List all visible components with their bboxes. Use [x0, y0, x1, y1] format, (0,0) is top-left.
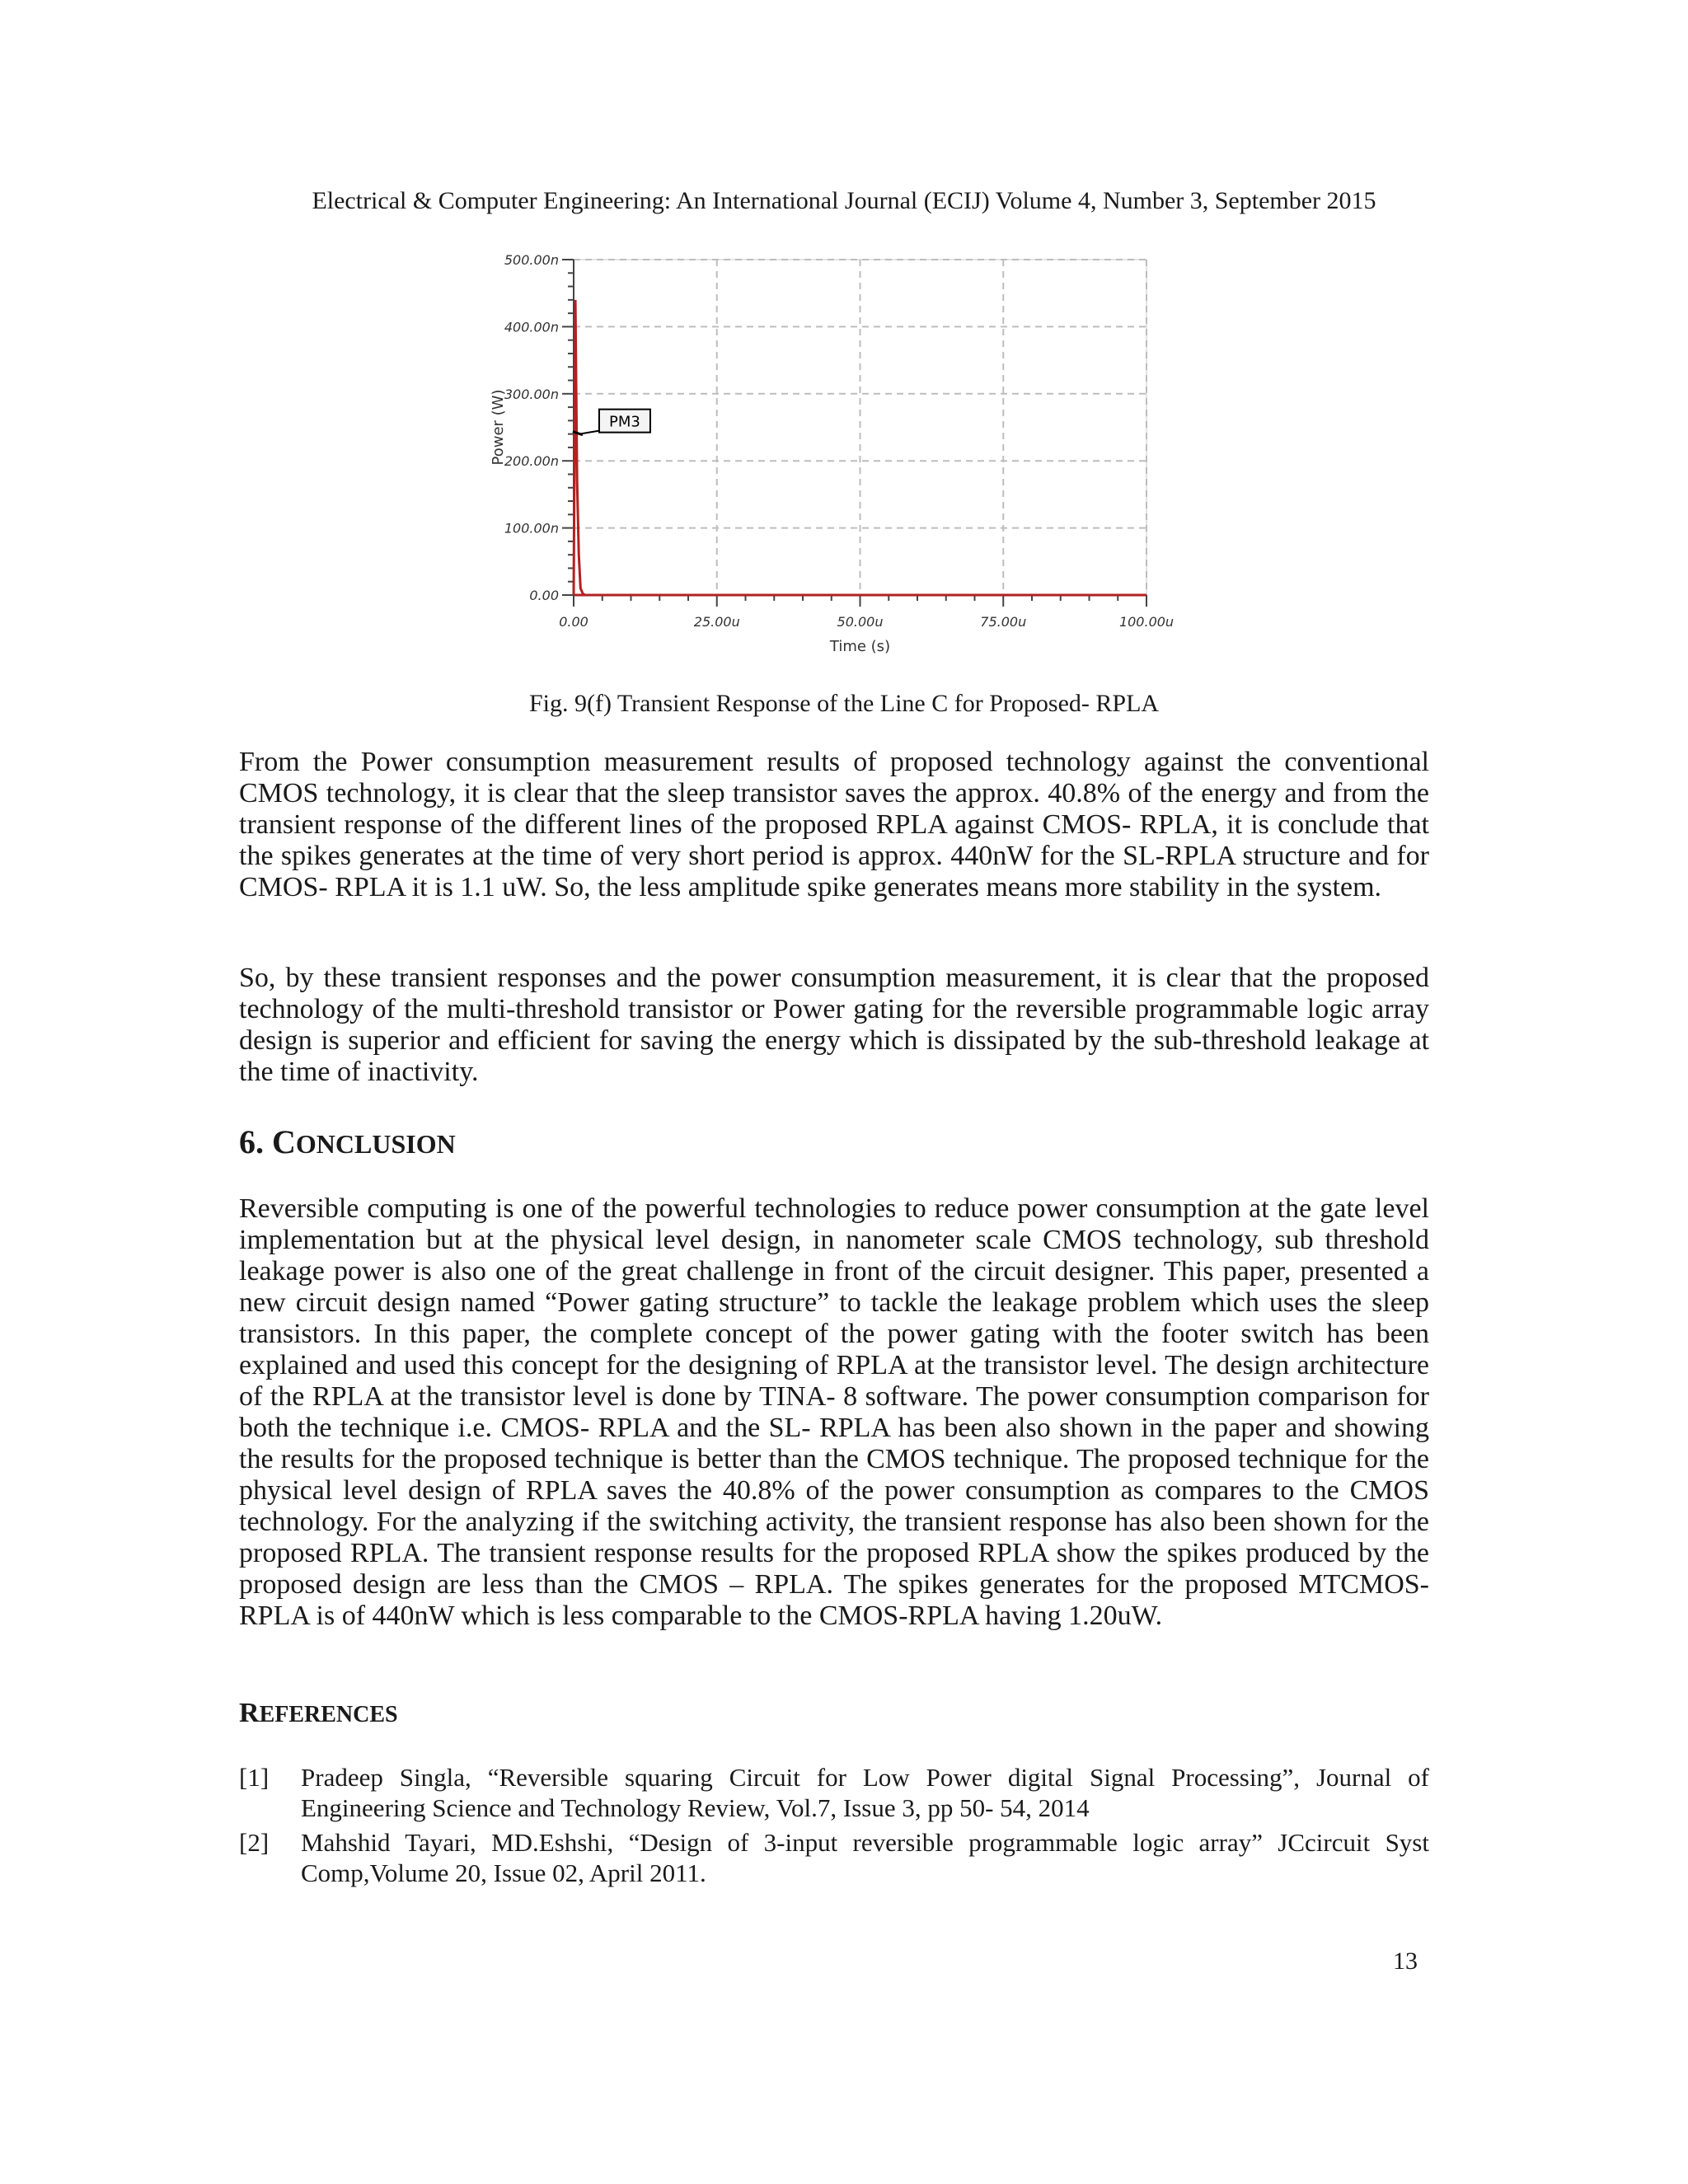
reference-text: Pradeep Singla, “Reversible squaring Circuit for Low Power digital Signal Processing”, Journal of Engineering Science and Technology Review, Vol.7, Issue 3, pp 50- 54, 2014 — [301, 1763, 1429, 1822]
conclusion-heading-first-letter: C — [272, 1123, 296, 1160]
x-tick-label: 25.00u — [693, 614, 740, 630]
paragraph-results — [239, 747, 1429, 935]
journal-header: Electrical & Computer Engineering: An International Journal (ECIJ) Volume 4, Number 3, September 2015 — [312, 187, 1376, 214]
annotation-label: PM3 — [609, 413, 640, 431]
paragraph-2-text: So, by these transient responses and the power consumption measurement, it is clear that the proposed technology of the multi-threshold transistor or Power gating for the reversible programmable logic array design is superior and efficient for saving the energy which is dissipated by the sub-threshold leakage at the time of inactivity. — [239, 963, 1429, 1087]
references-heading-rest: EFERENCES — [259, 1702, 398, 1727]
reference-number: [2] — [239, 1828, 270, 1857]
paragraph-summary — [239, 963, 1429, 1119]
references-heading — [239, 1696, 398, 1732]
y-tick-label: 300.00n — [504, 386, 559, 402]
conclusion-heading-number: 6. — [239, 1123, 272, 1160]
y-tick-label: 100.00n — [504, 520, 559, 537]
x-axis-label: Time (s) — [829, 638, 891, 655]
figure-caption: Fig. 9(f) Transient Response of the Line C for Proposed- RPLA — [528, 690, 1160, 717]
reference-number: [1] — [239, 1763, 270, 1792]
reference-text: Mahshid Tayari, MD.Eshshi, “Design of 3-input reversible programmable logic array” JCcircuit Syst Comp,Volume 20, Issue 02, April 2011. — [301, 1828, 1429, 1887]
x-tick-label: 0.00 — [559, 614, 588, 630]
y-tick-label: 200.00n — [504, 453, 559, 470]
references-heading-first-letter: R — [239, 1698, 260, 1728]
conclusion-heading — [239, 1122, 456, 1164]
conclusion-heading-rest: ONCLUSION — [295, 1129, 456, 1159]
page-number: 13 — [1393, 1947, 1418, 1975]
reference-item — [239, 1827, 1429, 1888]
conclusion-text: Reversible computing is one of the powerful technologies to reduce power consumption at the gate level implementation but at the physical level design, in nanometer scale CMOS technology, sub threshold leakage power is also one of the great challenge in front of the circuit designer. This paper, presented a new circuit design named “Power gating structure” to tackle the leakage problem which uses the sleep transistors. In this paper, the complete concept of the power gating with the footer switch has been explained and used this concept for the designing of RPLA at the transistor level. The design architecture of the RPLA at the transistor level is done by TINA- 8 software. The power consumption comparison for both the technique i.e. CMOS- RPLA and the SL- RPLA has been also shown in the paper and showing the results for the proposed technique is better than the CMOS technique. The proposed technique for the physical level design of RPLA saves the 40.8% of the power consumption as compares to the CMOS technology. For the analyzing if the switching activity, the transient response has also been shown for the proposed RPLA. The transient response results for the proposed RPLA show the spikes produced by the proposed design are less than the CMOS – RPLA. The spikes generates for the proposed MTCMOS- RPLA is of 440nW which is less comparable to the CMOS-RPLA having 1.20uW. — [239, 1193, 1429, 1631]
x-tick-label: 100.00u — [1118, 614, 1175, 630]
y-tick-label: 400.00n — [504, 319, 559, 335]
reference-list — [239, 1762, 1429, 1892]
x-tick-label: 50.00u — [837, 614, 884, 630]
figure-transient-response — [475, 247, 1217, 668]
y-tick-label: 0.00 — [529, 588, 559, 603]
conclusion-section — [239, 1193, 1429, 1663]
y-tick-label: 500.00n — [504, 252, 559, 268]
y-axis-label: Power (W) — [490, 389, 507, 466]
transient-response-chart — [475, 247, 1217, 668]
x-tick-label: 75.00u — [980, 614, 1027, 630]
paragraph-1-text: From the Power consumption measurement results of proposed technology against the conventional CMOS technology, it is clear that the sleep transistor saves the approx. 40.8% of the energy and from the transient response of the different lines of the proposed RPLA against CMOS- RPLA, it is conclude that the spikes generates at the time of very short period is approx. 440nW for the SL-RPLA structure and for CMOS- RPLA it is 1.1 uW. So, the less amplitude spike generates means more stability in the system. — [239, 747, 1429, 902]
reference-item — [239, 1762, 1429, 1823]
